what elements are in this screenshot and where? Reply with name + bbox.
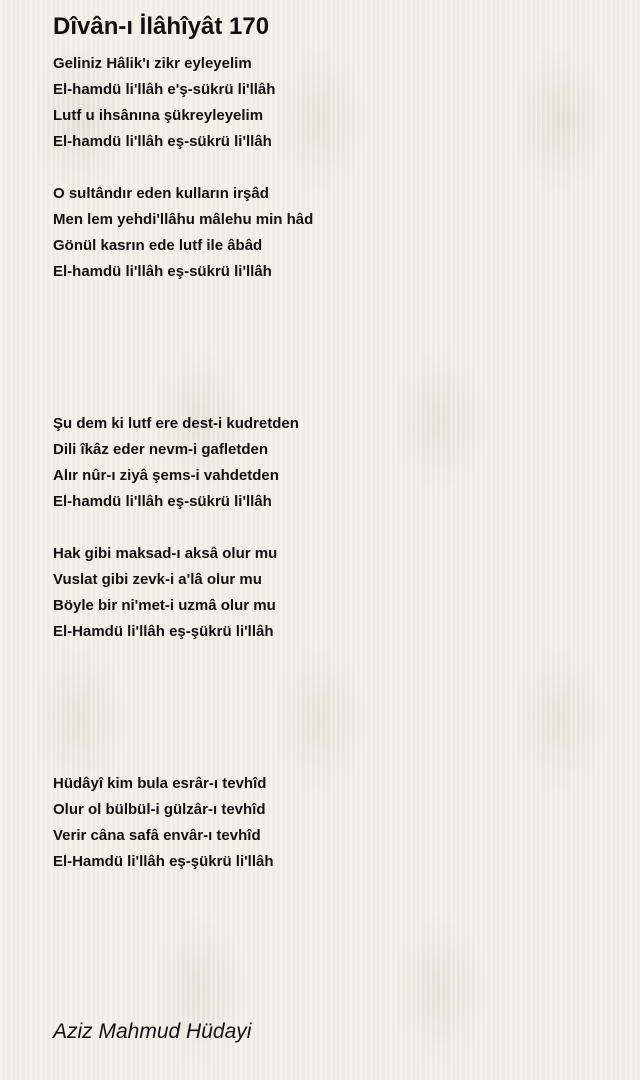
poem-line: Geliniz Hâlik'ı zikr eyleyelim <box>53 55 252 72</box>
poem-line: El-Hamdü li'llâh eş-şükrü li'llâh <box>53 623 274 640</box>
poem-line: Olur ol bülbül-i gülzâr-ı tevhîd <box>53 801 266 818</box>
poem-line: El-hamdü li'llâh eş-sükrü li'llâh <box>53 493 272 510</box>
poem-line: Dili îkâz eder nevm-i gafletden <box>53 441 269 458</box>
stanza-1 <box>53 51 275 155</box>
poem-line: Hak gibi maksad-ı aksâ olur mu <box>53 545 278 562</box>
stanza-5 <box>53 771 274 875</box>
poem-author: Aziz Mahmud Hüdayi <box>53 1020 252 1043</box>
poem-line: El-hamdü li'llâh eş-sükrü li'llâh <box>53 263 272 280</box>
poem-line: Şu dem ki lutf ere dest-i kudretden <box>53 415 299 432</box>
poem-line: Vuslat gibi zevk-i a'lâ olur mu <box>53 571 262 588</box>
poem-line: Men lem yehdi'llâhu mâlehu min hâd <box>53 211 314 228</box>
poem-line: Gönül kasrın ede lutf ile âbâd <box>53 237 263 254</box>
stanza-3 <box>53 411 299 515</box>
poem-title: Dîvân-ı İlâhîyât 170 <box>53 13 270 40</box>
poem-line: El-hamdü li'llâh eş-sükrü li'llâh <box>53 133 272 150</box>
poem-line: Verir câna safâ envâr-ı tevhîd <box>53 827 261 844</box>
poem-line: O sultândır eden kulların irşâd <box>53 185 269 202</box>
poem-line: Lutf u ihsânına şükreyleyelim <box>53 107 264 124</box>
stanza-4 <box>53 541 277 645</box>
poem-line: El-Hamdü li'llâh eş-şükrü li'llâh <box>53 853 274 870</box>
poem-line: El-hamdü li'llâh e'ş-sükrü li'llâh <box>53 81 276 98</box>
poem-line: Böyle bir ni'met-i uzmâ olur mu <box>53 597 276 614</box>
poem-line: Hüdâyî kim bula esrâr-ı tevhîd <box>53 775 267 792</box>
stanza-2 <box>53 181 313 285</box>
poem-line: Alır nûr-ı ziyâ şems-i vahdetden <box>53 467 279 484</box>
